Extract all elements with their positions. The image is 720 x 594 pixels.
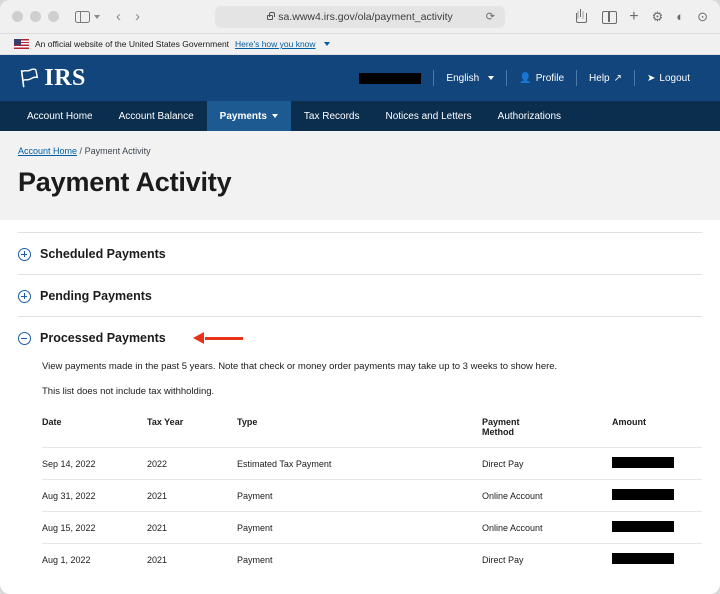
cell-amount [612, 480, 702, 512]
table-header-row [42, 411, 702, 448]
annotation-arrow-icon [193, 333, 243, 343]
plus-circle-icon [18, 290, 31, 303]
accordion-label: Scheduled Payments [40, 247, 166, 261]
accordion-processed-payments[interactable] [18, 317, 702, 349]
accordion-label: Processed Payments [40, 331, 166, 345]
table-row [42, 544, 702, 576]
column-header-amount: Amount [612, 417, 646, 427]
help-link[interactable] [577, 73, 634, 84]
nav-item-account-balance[interactable] [106, 101, 207, 131]
sidebar-toggle-button[interactable] [75, 11, 100, 23]
cell-type: Payment [237, 512, 482, 544]
minus-circle-icon [18, 332, 31, 345]
chevron-down-icon[interactable] [324, 42, 330, 46]
amount-redacted [612, 553, 674, 564]
gov-banner-text: An official website of the United States Government [35, 39, 230, 49]
irs-logo-text: IRS [44, 64, 86, 91]
accordion-scheduled-payments[interactable] [18, 232, 702, 275]
accordion-label: Pending Payments [40, 289, 152, 303]
nav-item-payments[interactable] [207, 101, 291, 131]
maximize-window-button[interactable] [48, 11, 59, 22]
tab-overview-icon[interactable] [601, 9, 616, 24]
cell-date: Aug 15, 2022 [42, 512, 147, 544]
accordion-pending-payments[interactable] [18, 275, 702, 317]
nav-label: Tax Records [303, 110, 360, 122]
logout-icon: ➤ [647, 72, 656, 84]
column-header-date: Date [42, 417, 62, 427]
back-icon[interactable]: ‹ [116, 8, 121, 25]
cell-type: Payment [237, 480, 482, 512]
column-header-type: Type [237, 417, 258, 427]
processed-payments-table [42, 411, 702, 575]
nav-item-tax-records[interactable] [291, 101, 373, 131]
main-content [0, 232, 720, 575]
irs-logo[interactable] [18, 65, 86, 92]
breadcrumb [0, 131, 720, 159]
header-utility-nav [359, 70, 702, 86]
table-row [42, 512, 702, 544]
appearance-icon[interactable]: ◐ [676, 8, 685, 24]
main-navigation [0, 101, 720, 131]
browser-toolbar [0, 0, 720, 34]
amount-redacted [612, 489, 674, 500]
amount-redacted [612, 521, 674, 532]
cell-payment-method: Online Account [482, 512, 612, 544]
irs-header [0, 55, 720, 101]
user-icon: 👤 [519, 72, 532, 84]
chevron-down-icon [272, 114, 278, 118]
cell-tax-year: 2021 [147, 544, 237, 576]
nav-item-account-home[interactable] [14, 101, 106, 131]
close-window-button[interactable] [12, 11, 23, 22]
column-header-tax-year: Tax Year [147, 417, 184, 427]
breadcrumb-separator: / [79, 146, 83, 156]
table-row [42, 480, 702, 512]
profile-label: Profile [535, 72, 565, 84]
cell-payment-method: Direct Pay [482, 544, 612, 576]
page-title-area [0, 159, 720, 220]
cell-payment-method: Online Account [482, 480, 612, 512]
cell-tax-year: 2022 [147, 448, 237, 480]
amount-redacted [612, 457, 674, 468]
user-name-redacted [359, 73, 421, 84]
logout-label: Logout [659, 72, 690, 84]
cell-amount [612, 512, 702, 544]
profile-link[interactable] [507, 73, 576, 84]
external-link-icon: ↗ [613, 72, 623, 84]
page-title: Payment Activity [18, 167, 232, 197]
cell-amount [612, 448, 702, 480]
nav-label: Notices and Letters [385, 110, 472, 122]
help-label: Help [589, 72, 610, 84]
url-text: sa.www4.irs.gov/ola/payment_activity [278, 10, 453, 23]
breadcrumb-current: Payment Activity [84, 146, 151, 156]
cell-tax-year: 2021 [147, 512, 237, 544]
navigation-buttons[interactable] [116, 9, 140, 24]
column-header-payment-method: Payment Method [482, 417, 520, 437]
nav-label: Account Balance [118, 110, 194, 122]
cell-date: Aug 1, 2022 [42, 544, 147, 576]
new-tab-icon[interactable]: + [629, 7, 639, 25]
processed-description: View payments made in the past 5 years. Note that check or money order payments may take up to 3 weeks to show here. [42, 361, 558, 372]
cell-tax-year: 2021 [147, 480, 237, 512]
share-icon[interactable] [573, 9, 588, 24]
nav-item-notices-and-letters[interactable] [372, 101, 484, 131]
nav-item-authorizations[interactable] [485, 101, 574, 131]
gear-icon[interactable]: ⚙ [651, 8, 664, 24]
cell-date: Sep 14, 2022 [42, 448, 147, 480]
address-bar[interactable] [215, 6, 505, 28]
how-you-know-link[interactable]: Here's how you know [235, 39, 316, 49]
window-controls[interactable] [12, 11, 59, 22]
nav-label: Account Home [27, 110, 93, 122]
chevron-down-icon [94, 15, 100, 19]
processed-note: This list does not include tax withholding. [42, 386, 215, 397]
irs-eagle-icon: 🏳 [18, 67, 42, 88]
forward-icon[interactable]: › [135, 8, 140, 25]
minimize-window-button[interactable] [30, 11, 41, 22]
language-label: English [446, 72, 480, 84]
toolbar-actions [573, 9, 708, 24]
nav-label: Authorizations [497, 110, 562, 122]
cell-type: Payment [237, 544, 482, 576]
gov-banner [0, 34, 720, 55]
plus-circle-icon [18, 248, 31, 261]
breadcrumb-account-home[interactable]: Account Home [18, 146, 78, 156]
reload-icon[interactable]: ⟳ [485, 11, 495, 23]
cell-payment-method: Direct Pay [482, 448, 612, 480]
chevron-down-icon [488, 76, 494, 80]
duplicate-icon[interactable]: ⊙ [697, 8, 708, 24]
cell-date: Aug 31, 2022 [42, 480, 147, 512]
logout-link[interactable] [635, 73, 702, 84]
nav-label: Payments [219, 110, 267, 122]
processed-payments-panel [18, 349, 702, 575]
lock-icon [267, 15, 273, 20]
table-row [42, 448, 702, 480]
language-selector[interactable] [434, 73, 506, 84]
sidebar-icon [75, 11, 90, 23]
cell-amount [612, 544, 702, 576]
us-flag-icon [14, 39, 29, 49]
cell-type: Estimated Tax Payment [237, 448, 482, 480]
